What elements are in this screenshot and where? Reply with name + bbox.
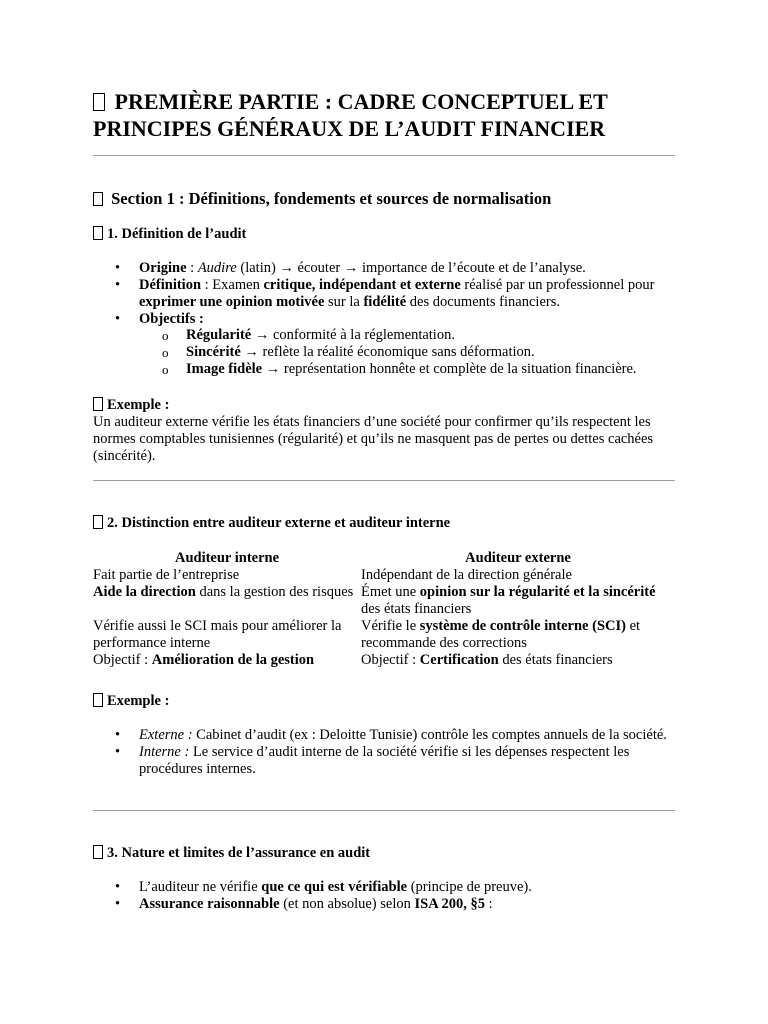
list-item-verifiable: • L’auditeur ne vérifie que ce qui est vérifiable (principe de preuve). [93,879,675,896]
table-cell: Objectif : Amélioration de la gestion [93,652,315,668]
table-cell: Fait partie de l’entreprise [93,567,240,583]
list-item-image-fidele: o Image fidèle → représentation honnête et complète de la situation financière. [93,361,675,378]
table-row [93,652,675,669]
example-paragraph-1: Un auditeur externe vérifie les états financiers d’une société pour confirmer qu’ils respectent les normes comptables tunisiennes (régularité) et qu’ils ne masquent pas de pertes ou dettes cachées (sincérité). [93,414,654,464]
example-heading-2: Exemple : [93,693,169,710]
missing-glyph-icon [93,515,103,529]
table-header: Auditeur interne [174,550,280,566]
definition-list [93,260,675,328]
list-item-interne: • Interne : Le service d’audit interne de la société vérifie si les dépenses respectent les procédures internes. [93,744,675,778]
divider [93,480,675,481]
list-item-objectifs: • Objectifs : [93,311,675,328]
table-cell: Aide la direction dans la gestion des risques [93,584,354,600]
list-item-origine: • Origine : Audire (latin) → écouter → importance de l’écoute et de l’analyse. [93,260,675,277]
table-cell: Vérifie aussi le SCI mais pour améliorer la performance interne [93,618,342,651]
missing-glyph-icon [93,397,103,411]
table-cell: Émet une opinion sur la régularité et la sincérité des états financiers [361,584,656,617]
divider [93,155,675,156]
page-title: PREMIÈRE PARTIE : CADRE CONCEPTUEL ET PRINCIPES GÉNÉRAUX DE L’AUDIT FINANCIER [93,89,608,141]
table-cell: Vérifie le système de contrôle interne (SCI) et recommande des corrections [361,618,641,651]
objectifs-sublist [93,327,675,378]
missing-glyph-icon [93,192,103,206]
table-cell: Objectif : Certification des états financiers [361,652,613,668]
example-list [93,727,675,778]
table-row [93,618,675,652]
list-item-definition: • Définition : Examen critique, indépendant et externe réalisé par un professionnel pour exprimer une opinion motivée sur la fidélité des documents financiers. [93,277,675,311]
assurance-list [93,879,675,913]
missing-glyph-icon [93,693,103,707]
table-header-row [93,550,675,567]
subsection-heading-2: 2. Distinction entre auditeur externe et auditeur interne [93,515,450,532]
missing-glyph-icon [93,845,103,859]
missing-glyph-icon [93,226,103,240]
list-item-regularite: o Régularité → conformité à la réglementation. [93,327,675,344]
comparison-table [93,550,675,669]
divider [93,810,675,811]
table-row [93,584,675,618]
table-header: Auditeur externe [465,550,571,566]
subsection-heading-3: 3. Nature et limites de l’assurance en audit [93,845,370,862]
missing-glyph-icon [93,93,105,111]
list-item-sincerite: o Sincérité → reflète la réalité économique sans déformation. [93,344,675,361]
example-heading-1: Exemple : [93,397,169,414]
list-item-externe: • Externe : Cabinet d’audit (ex : Deloitte Tunisie) contrôle les comptes annuels de la société. [93,727,675,744]
subsection-heading-1: 1. Définition de l’audit [93,226,246,243]
table-cell: Indépendant de la direction générale [361,567,572,583]
section-heading: Section 1 : Définitions, fondements et sources de normalisation [93,190,551,207]
table-row [93,567,675,584]
list-item-assurance: • Assurance raisonnable (et non absolue) selon ISA 200, §5 : [93,896,675,913]
